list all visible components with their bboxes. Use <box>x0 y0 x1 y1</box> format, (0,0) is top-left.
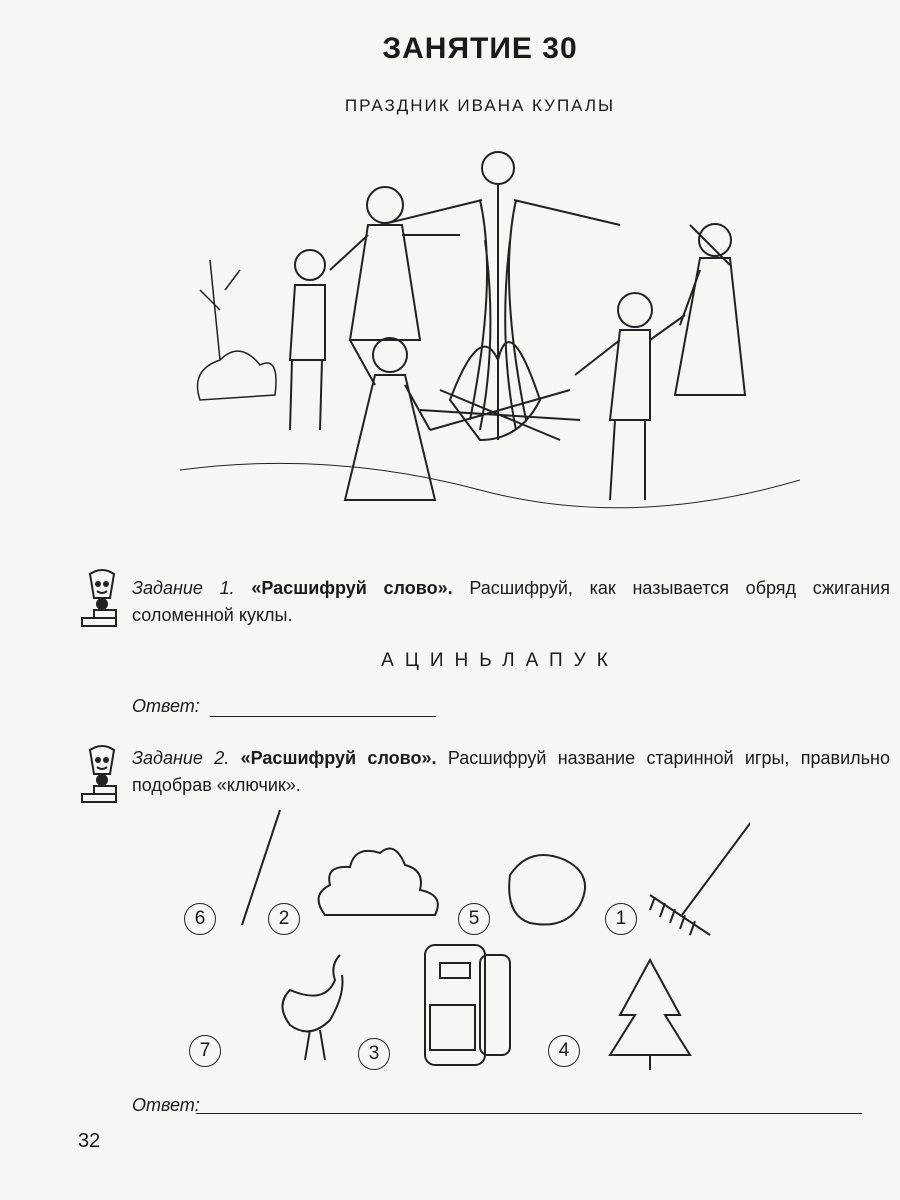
girl-right <box>675 224 745 395</box>
mascot-icon <box>80 568 124 630</box>
picture-number: 5 <box>458 903 490 935</box>
page-number: 32 <box>78 1130 101 1152</box>
task-2-answer-field[interactable] <box>196 1113 862 1114</box>
task-2-name: «Расшифруй слово». <box>240 748 437 768</box>
kupala-illustration <box>180 140 800 540</box>
task-1-answer-field[interactable] <box>210 716 436 717</box>
picture-number: 7 <box>189 1035 221 1067</box>
picture-number: 1 <box>605 903 637 935</box>
cipher-word: АЦИНЬЛАПУК <box>381 650 619 671</box>
task-1-instructions: Расшифруй, как называется обряд сжигания соломенной куклы. <box>132 578 890 625</box>
rake-picture <box>650 810 750 935</box>
task-1-label: Задание 1. <box>132 578 235 598</box>
rooster-picture <box>283 955 343 1060</box>
task-2-label: Задание 2. <box>132 748 230 768</box>
lesson-subtitle: ПРАЗДНИК ИВАНА КУПАЛЫ <box>344 96 616 115</box>
bush <box>198 260 277 400</box>
girl-center <box>345 338 435 500</box>
lemon-picture <box>509 855 585 925</box>
boy-right <box>575 293 685 500</box>
task-2-text <box>132 745 890 799</box>
cloud-picture <box>319 849 438 915</box>
task-2-instructions: Расшифруй название старинной игры, правильно подобрав «ключик». <box>132 748 890 795</box>
task-1-name: «Расшифруй слово». <box>251 578 453 598</box>
picture-number: 2 <box>268 903 300 935</box>
fir-tree-picture <box>610 960 690 1070</box>
picture-number: 3 <box>358 1038 390 1070</box>
bonfire <box>420 342 580 440</box>
picture-number: 4 <box>548 1035 580 1067</box>
picture-key <box>230 805 750 1105</box>
mascot-icon <box>80 744 124 806</box>
task-1-answer-label: Ответ: <box>132 696 200 716</box>
lesson-title: ЗАНЯТИЕ 30 <box>382 32 578 65</box>
straw-doll-effigy <box>380 152 620 440</box>
ground-line <box>180 463 800 507</box>
task-1-text <box>132 575 890 629</box>
backpack-picture <box>425 945 510 1065</box>
boy-left <box>290 250 325 430</box>
task-2-answer-label: Ответ: <box>132 1095 200 1115</box>
picture-number: 6 <box>184 903 216 935</box>
